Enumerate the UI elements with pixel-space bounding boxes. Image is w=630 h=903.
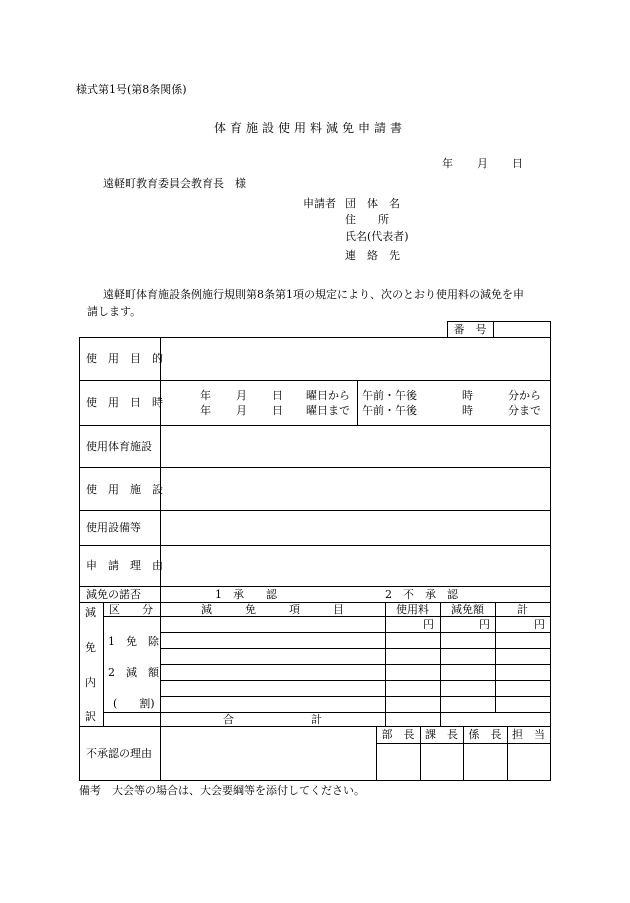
stamp-label-section-chief: 課 長	[425, 728, 458, 741]
applicant-organization-label: 団 体 名	[345, 197, 400, 210]
statement-line2: 請します。	[87, 305, 142, 318]
dt2-hour: 時	[462, 404, 473, 417]
dt1-weekday: 曜日から	[306, 389, 350, 402]
dt2-year: 年	[200, 404, 211, 417]
yen-reduction: 円	[479, 618, 490, 631]
addressee: 遠軽町教育委員会教育長 様	[103, 177, 246, 190]
category-exemption: 1 免 除	[108, 635, 159, 648]
stamp-label-staff: 担 当	[512, 728, 545, 741]
dt2-minute: 分まで	[508, 404, 541, 417]
dt1-minute: 分から	[508, 389, 541, 402]
breakdown-side-label-3: 内	[85, 676, 96, 689]
applicant-name-label: 氏名(代表者)	[345, 230, 409, 243]
number-field[interactable]	[494, 322, 549, 336]
breakdown-side-label-1: 減	[85, 606, 96, 619]
row-label-datetime: 使 用 日 時	[86, 396, 163, 409]
dt1-day: 日	[272, 389, 283, 402]
applicant-contact-label: 連 絡 先	[345, 249, 400, 262]
sum-label: 合 計	[223, 713, 322, 726]
stamp-label-director: 部 長	[381, 728, 415, 741]
date-year: 年	[442, 157, 453, 170]
col-total: 計	[517, 603, 528, 616]
dt1-month: 月	[236, 389, 247, 402]
equipment-field[interactable]	[161, 511, 549, 544]
category-percent: ( 割)	[113, 697, 155, 710]
yen-total: 円	[534, 618, 545, 631]
dt2-month: 月	[236, 404, 247, 417]
dt1-ampm: 午前・午後	[362, 389, 417, 402]
breakdown-side-label-4: 訳	[85, 710, 96, 723]
date-day: 日	[512, 157, 523, 170]
facility-field[interactable]	[161, 426, 549, 466]
reason-field[interactable]	[161, 546, 549, 585]
dt1-year: 年	[200, 389, 211, 402]
approval-option-reject[interactable]: 2 不 承 認	[385, 588, 458, 601]
row-label-equipment-facility: 使 用 施 設	[86, 483, 163, 496]
row-label-purpose: 使 用 目 的	[86, 352, 163, 365]
applicant-address-label: 住 所	[345, 213, 389, 226]
form-number: 様式第1号(第8条関係)	[76, 83, 187, 96]
rejection-reason-label: 不承認の理由	[86, 747, 152, 760]
col-reduction: 減免額	[451, 603, 484, 616]
applicant-label: 申請者	[303, 197, 336, 210]
row-label-facility: 使用体育施設	[86, 440, 152, 453]
yen-fee: 円	[423, 618, 434, 631]
row-label-reason: 申 請 理 由	[86, 559, 163, 572]
date-month: 月	[477, 157, 488, 170]
dt2-weekday: 曜日まで	[306, 404, 350, 417]
equipment-facility-field[interactable]	[161, 468, 549, 509]
footer-note: 備考 大会等の場合は、大会要綱等を添付してください。	[79, 784, 365, 797]
row-label-approval: 減免の諾否	[86, 588, 141, 601]
col-category: 区 分	[109, 603, 153, 616]
row-label-equipment: 使用設備等	[86, 521, 141, 534]
page-title: 体育施設使用料減免申請書	[213, 121, 406, 135]
number-label: 番 号	[453, 323, 487, 336]
col-fee: 使用料	[396, 603, 429, 616]
dt1-hour: 時	[462, 389, 473, 402]
breakdown-side-label-2: 免	[85, 641, 96, 654]
category-reduction: 2 減 額	[108, 666, 159, 679]
stamp-label-subsection-chief: 係 長	[468, 728, 502, 741]
dt2-day: 日	[272, 404, 283, 417]
dt2-ampm: 午前・午後	[362, 404, 417, 417]
col-item: 減 免 項 目	[201, 603, 344, 616]
purpose-field[interactable]	[161, 338, 549, 379]
approval-option-approve[interactable]: 1 承 認	[215, 588, 277, 601]
statement-line1: 遠軽町体育施設条例施行規則第8条第1項の規定により、次のとおり使用料の減免を申	[103, 288, 524, 301]
